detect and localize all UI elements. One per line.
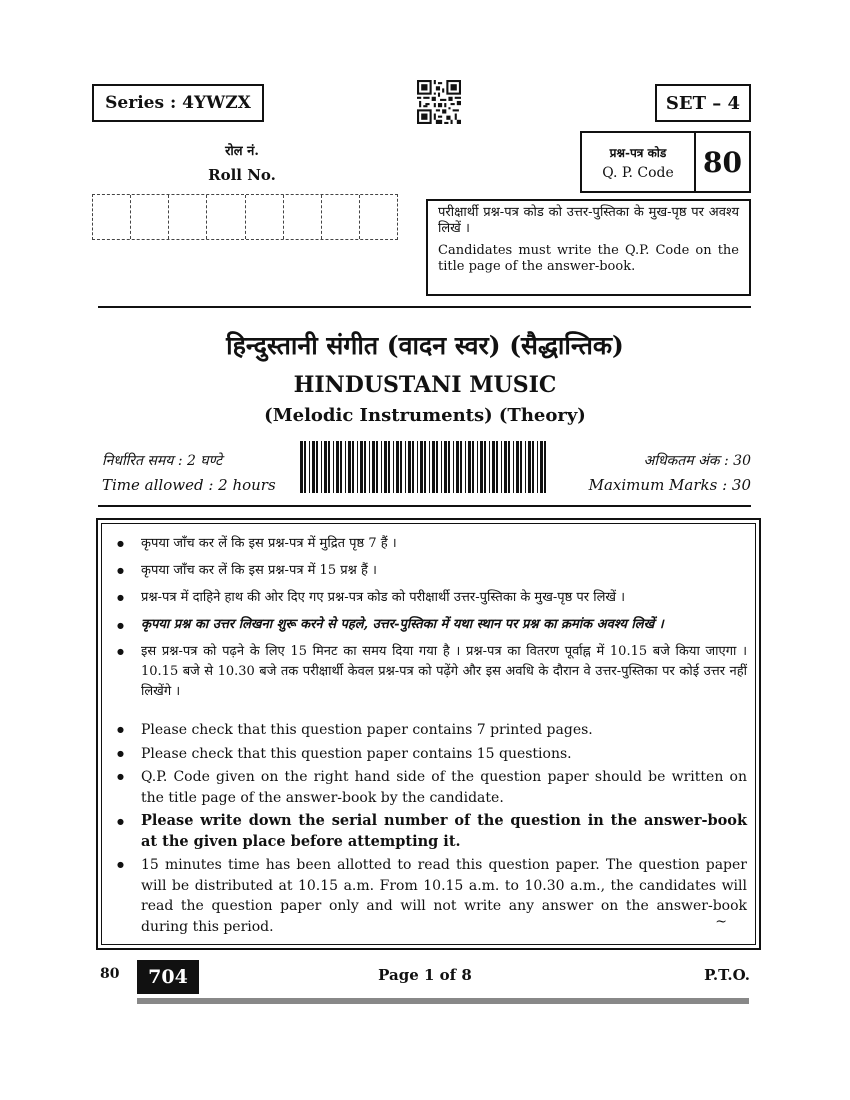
instructions-hindi [114, 534, 747, 702]
instruction-item: ● Q.P. Code given on the right hand side of the question paper should be written on the title page of the answer-book by the candidate. [114, 767, 747, 808]
divider [98, 306, 751, 308]
divider [98, 505, 751, 507]
notice-hindi: परीक्षार्थी प्रश्न-पत्र कोड को उत्तर-पुस्तिका के मुख-पृष्ठ पर अवश्य लिखें । [438, 205, 739, 236]
subject-title-hindi: हिन्दुस्तानी संगीत (वादन स्वर) (सैद्धान्तिक) [226, 331, 624, 360]
instruction-item: ● Please write down the serial number of the question in the answer-book at the given place before attempting it. [114, 811, 747, 852]
footer-qp-code: 80 [100, 966, 120, 982]
footer-code-box: 704 [137, 960, 199, 994]
roll-digit-cell[interactable] [207, 195, 245, 239]
roll-digit-cell[interactable] [360, 195, 397, 239]
roll-digit-cell[interactable] [169, 195, 207, 239]
series-box: Series : 4YWZX [92, 84, 264, 122]
subject-title: HINDUSTANI MUSIC [293, 372, 557, 398]
instruction-item: ● Please check that this question paper contains 7 printed pages. [114, 720, 747, 741]
barcode-icon [300, 441, 550, 493]
maximum-marks-hindi: अधिकतम अंक : 30 [643, 453, 751, 469]
roll-digit-cell[interactable] [322, 195, 360, 239]
instruction-item: ● 15 minutes time has been allotted to read this question paper. The question paper will be distributed at 10.15 a.m. From 10.15 a.m. to 10.30 a.m., the candidates will read the question paper only and will not write any answer on the answer-book during this period. [114, 855, 747, 937]
instruction-item: ● कृपया जाँच कर लें कि इस प्रश्न-पत्र में मुद्रित पृष्ठ 7 हैं । [114, 534, 747, 554]
roll-digit-cell[interactable] [93, 195, 131, 239]
footer-bar [137, 998, 749, 1004]
instruction-item: ● कृपया जाँच कर लें कि इस प्रश्न-पत्र में 15 प्रश्न हैं । [114, 561, 747, 581]
page-number: Page 1 of 8 [378, 966, 472, 984]
qp-code-label-english: Q. P. Code [602, 164, 674, 181]
roll-digit-cell[interactable] [246, 195, 284, 239]
instruction-item: ● इस प्रश्न-पत्र को पढ़ने के लिए 15 मिनट का समय दिया गया है । प्रश्न-पत्र का वितरण पूर्वाह्न में 10.15 बजे किया जाएगा । 10.15 बजे से 10.30 बजे तक परीक्षार्थी केवल प्रश्न-पत्र को पढ़ेंगे और इस अवधि के दौरान वे उत्तर-पुस्तिका पर कोई उत्तर नहीं लिखेंगे । [114, 642, 747, 702]
instructions-english [114, 720, 747, 937]
instruction-item: ● Please check that this question paper contains 15 questions. [114, 744, 747, 765]
instruction-item: ● कृपया प्रश्न का उत्तर लिखना शुरू करने से पहले, उत्तर-पुस्तिका में यथा स्थान पर प्रश्न का क्रमांक अवश्य लिखें । [114, 615, 747, 635]
qp-code-label [582, 133, 696, 191]
tilde-mark: ~ [715, 914, 727, 930]
qp-code-box [580, 131, 751, 193]
subject-subtitle: (Melodic Instruments) (Theory) [264, 405, 586, 426]
instructions-box [96, 518, 761, 950]
instructions-inner [101, 523, 756, 945]
qp-code-label-hindi: प्रश्न-पत्र कोड [609, 145, 667, 160]
qr-code-icon [417, 80, 461, 124]
roll-digit-cell[interactable] [284, 195, 322, 239]
pto-label: P.T.O. [704, 966, 750, 984]
instruction-item: ● प्रश्न-पत्र में दाहिने हाथ की ओर दिए गए प्रश्न-पत्र कोड को परीक्षार्थी उत्तर-पुस्तिका के मुख-पृष्ठ पर लिखें । [114, 588, 747, 608]
notice-english: Candidates must write the Q.P. Code on the title page of the answer-book. [438, 243, 739, 274]
qp-code-value: 80 [703, 145, 742, 179]
maximum-marks: Maximum Marks : 30 [588, 476, 751, 494]
roll-number-label-hindi: रोल नं. [225, 144, 259, 159]
time-allowed: Time allowed : 2 hours [102, 476, 276, 494]
set-box: SET – 4 [655, 84, 751, 122]
qp-code-notice [426, 199, 751, 296]
time-allowed-hindi: निर्धारित समय : 2 घण्टे [102, 453, 223, 469]
roll-number-grid[interactable] [92, 194, 398, 240]
roll-digit-cell[interactable] [131, 195, 169, 239]
roll-number-label: Roll No. [208, 166, 276, 184]
